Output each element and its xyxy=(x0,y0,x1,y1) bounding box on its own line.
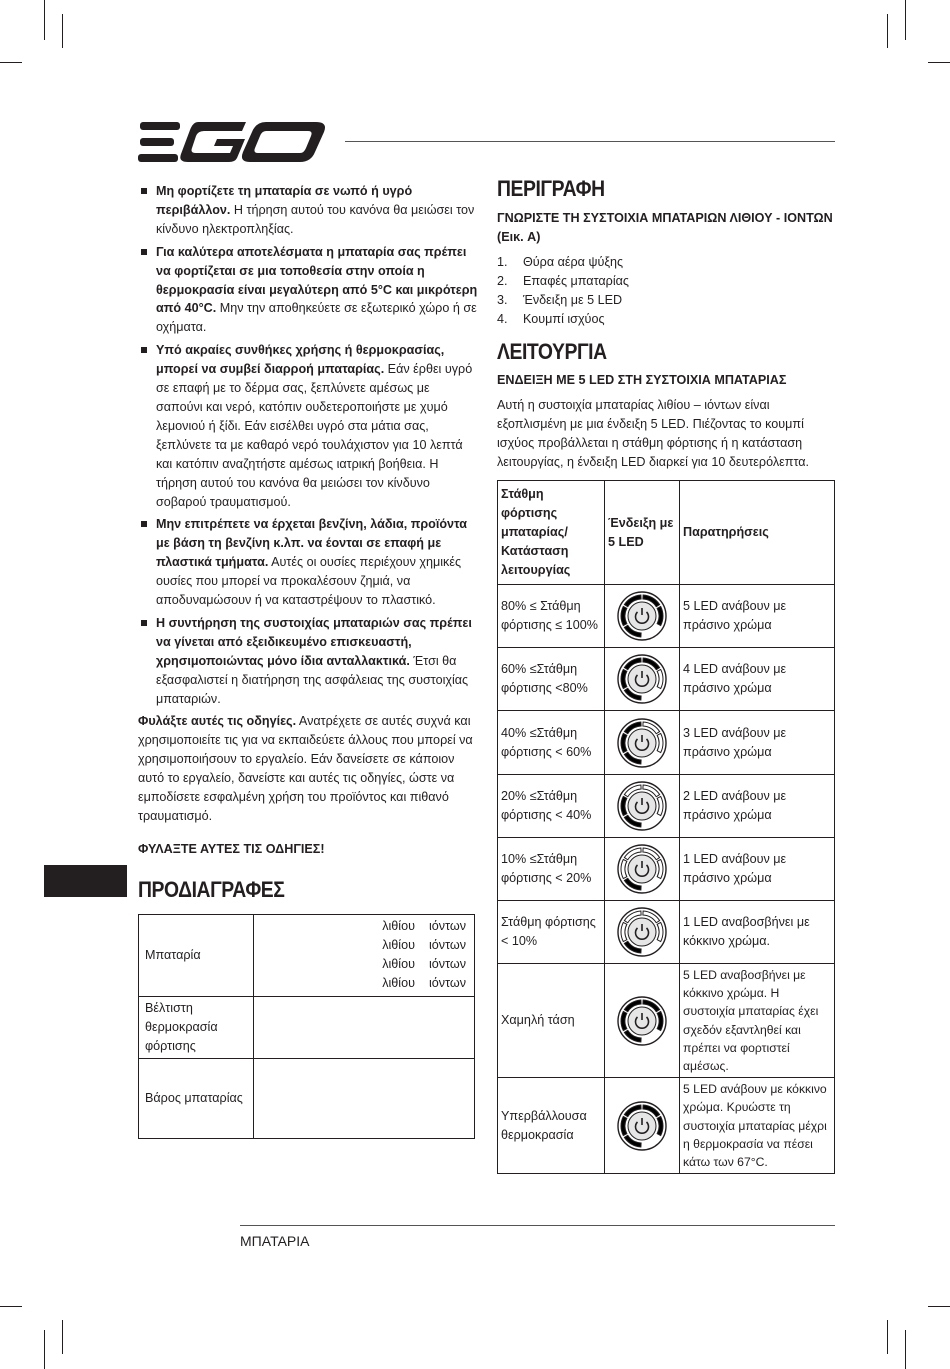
remarks-cell: 4 LED ανάβουν με πράσινο χρώμα xyxy=(680,648,835,711)
spec-value: λιθίου ιόντων xyxy=(382,957,466,972)
charge-level-cell: 20% ≤Στάθμη φόρτισης < 40% xyxy=(498,775,605,838)
battery-led-icon xyxy=(616,717,668,769)
safety-bullet xyxy=(138,341,478,511)
led-status-table xyxy=(497,480,835,1174)
battery-led-icon xyxy=(616,995,668,1047)
bullet-bold: Μη φορτίζετε τη μπαταρία σε νωπό ή υγρό περιβάλλον. xyxy=(156,184,413,217)
battery-led-icon xyxy=(616,1100,668,1152)
bullet-text: Έτσι θα εξασφαλιστεί η διατήρηση της ασφάλειας της συστοιχίας μπαταριών. xyxy=(156,653,469,706)
crop-mark xyxy=(887,1320,888,1354)
battery-led-icon xyxy=(616,590,668,642)
battery-led-icon xyxy=(616,780,668,832)
part-label: Επαφές μπαταρίας xyxy=(523,273,629,288)
header-remarks: Παρατηρήσεις xyxy=(680,481,835,585)
spec-row xyxy=(139,1058,475,1138)
ego-logo xyxy=(138,120,328,164)
led-status-row xyxy=(498,838,835,901)
crop-mark xyxy=(44,0,45,40)
led-indicator-cell xyxy=(605,775,680,838)
specs-title: ΠΡΟΔΙΑΓΡΑΦΕΣ xyxy=(138,876,285,902)
crop-mark xyxy=(887,14,888,48)
safety-bullet xyxy=(138,614,478,709)
led-status-row xyxy=(498,1078,835,1174)
left-column xyxy=(138,182,478,1139)
led-status-row xyxy=(498,964,835,1078)
charge-level-cell: 40% ≤Στάθμη φόρτισης < 60% xyxy=(498,711,605,775)
charge-level-cell: Στάθμη φόρτισης < 10% xyxy=(498,901,605,964)
part-label: Θύρα αέρα ψύξης xyxy=(523,254,624,269)
spec-row xyxy=(139,996,475,1058)
spec-row xyxy=(139,914,475,996)
footer-rule xyxy=(240,1225,835,1226)
crop-mark xyxy=(928,62,950,63)
led-intro-paragraph: Αυτή η συστοιχία μπαταρίας λιθίου – ιόντων είναι εξοπλισμένη με μια ένδειξη 5 LED. Πιέζοντας το κουμπί ισχύος προβάλλεται η στάθμη φόρτισης ή η κατάσταση λειτουργίας, η ένδειξη LED διαρκεί για 10 δευτερόλεπτα. xyxy=(497,398,810,470)
spec-label: Βέλτιστη θερμοκρασία φόρτισης xyxy=(139,996,254,1058)
part-item xyxy=(497,272,837,291)
part-label: Ένδειξη με 5 LED xyxy=(523,292,623,307)
safety-bullet xyxy=(138,182,478,239)
bullet-text: Η τήρηση αυτού του κανόνα θα μειώσει τον κίνδυνο ηλεκτροπληξίας. xyxy=(156,202,475,236)
save-instructions-text: Ανατρέχετε σε αυτές συχνά και χρησιμοποιείτε τις για να εκπαιδεύετε άλλους που μπορεί να χρησιμοποιήσουν το εργαλείο. Εάν δανείσετε σε κάποιον αυτό το εργαλείο, δανείστε και αυτές τις οδηγίες, ώστε να εμποδίσετε εσφαλμένη χρήση του προϊόντος και πιθανό τραυματισμό. xyxy=(138,714,473,823)
remarks-cell: 1 LED ανάβουν με πράσινο χρώμα xyxy=(680,838,835,901)
parts-list xyxy=(497,253,837,329)
specs-table xyxy=(138,914,475,1139)
battery-led-icon xyxy=(616,906,668,958)
crop-mark xyxy=(0,1306,22,1307)
led-indicator-cell xyxy=(605,648,680,711)
led-indicator-title: ΕΝΔΕΙΞΗ ΜΕ 5 LED ΣΤΗ ΣΥΣΤΟΙΧΙΑ ΜΠΑΤΑΡΙΑΣ xyxy=(497,373,787,388)
led-status-row xyxy=(498,901,835,964)
right-column xyxy=(497,176,837,1174)
part-number: 3. xyxy=(497,292,508,307)
spec-value: λιθίου ιόντων xyxy=(382,919,466,934)
part-item xyxy=(497,310,837,329)
led-indicator-cell xyxy=(605,901,680,964)
remarks-cell: 3 LED ανάβουν με πράσινο χρώμα xyxy=(680,711,835,775)
description-title: ΠΕΡΙΓΡΑΦΗ xyxy=(497,176,605,201)
bullet-bold: Μην επιτρέπετε να έρχεται βενζίνη, λάδια, προϊόντα με βάση τη βενζίνη κ.λπ. να έονται σε επαφή με πλαστικά τμήματα. xyxy=(156,517,468,570)
charge-level-cell: Υπερβάλλουσα θερμοκρασία xyxy=(498,1078,605,1174)
remarks-cell: 1 LED αναβοσβήνει με κόκκινο χρώμα. xyxy=(680,901,835,964)
header-rule xyxy=(345,141,835,142)
bullet-text: Αυτές οι ουσίες περιέχουν χημικές ουσίες που μπορεί να προκαλέσουν ζημιά, να αποδυναμώσουν ή να καταστρέψουν το πλαστικό. xyxy=(156,555,462,608)
safety-bullet xyxy=(138,515,478,610)
bullet-text: Μην την αποθηκεύετε σε εξωτερικό χώρο ή σε οχήματα. xyxy=(156,301,477,335)
spec-label: Βάρος μπαταρίας xyxy=(139,1058,254,1138)
keep-instructions-heading: ΦΥΛΑΞΤΕ ΑΥΤΕΣ ΤΙΣ ΟΔΗΓΙΕΣ! xyxy=(138,841,325,856)
charge-level-cell: 80% ≤ Στάθμη φόρτισης ≤ 100% xyxy=(498,585,605,648)
crop-mark xyxy=(905,1330,906,1369)
battery-led-icon xyxy=(616,653,668,705)
part-number: 4. xyxy=(497,311,508,326)
led-status-row xyxy=(498,775,835,838)
crop-mark xyxy=(44,1330,45,1369)
save-instructions-paragraph xyxy=(138,712,478,825)
crop-mark xyxy=(0,62,22,63)
led-indicator-cell xyxy=(605,1078,680,1174)
bullet-bold: Υπό ακραίες συνθήκες χρήσης ή θερμοκρασίας, μπορεί να συμβεί διαρροή μπαταρίας. xyxy=(156,343,445,377)
bullet-text: Εάν έρθει υγρό σε επαφή με το δέρμα σας, ξεπλύνετε αμέσως με σαπούνι και νερό, κατόπιν ουδετεροποιήστε με χυμό λεμονιού ή ξίδι. Εάν εισέλθει υγρό στα μάτια σας, ξεπλύνετε τα με καθαρό νερό τουλάχιστον για 10 λεπτά και κατόπιν αναζητήστε αμέσως ιατρική βοήθεια. Η τήρηση αυτού του κανόνα θα μειώσει τον κίνδυνο σοβαρού τραυματισμού. xyxy=(156,362,473,509)
bullet-bold: Για καλύτερα αποτελέσματα η μπαταρία σας πρέπει να φορτίζεται σε μια τοποθεσία στην οποία η θερμοκρασία είναι μεγαλύτερη από 5°C και μικρότερη από 40°C. xyxy=(156,244,478,316)
bullet-bold: Η συντήρηση της συστοιχίας μπαταριών σας πρέπει να γίνεται από εξειδικευμένο επισκευαστή, χρησιμοποιώντας μόνο ίδια ανταλλακτικά. xyxy=(156,615,472,668)
led-status-row xyxy=(498,648,835,711)
header-led-indicator: Ένδειξη με 5 LED xyxy=(605,481,680,585)
led-indicator-cell xyxy=(605,585,680,648)
remarks-cell: 5 LED αναβοσβήνει με κόκκινο χρώμα. Η συστοιχία μπαταρίας έχει σχεδόν εξαντληθεί και πρέπει να φορτιστεί αμέσως. xyxy=(680,964,835,1078)
spec-value: λιθίου ιόντων xyxy=(382,976,466,991)
battery-led-icon xyxy=(616,843,668,895)
part-number: 1. xyxy=(497,254,508,269)
crop-mark xyxy=(62,14,63,48)
led-status-row xyxy=(498,585,835,648)
safety-bullet xyxy=(138,243,478,338)
remarks-cell: 5 LED ανάβουν με πράσινο χρώμα xyxy=(680,585,835,648)
part-item xyxy=(497,291,837,310)
safety-bullets xyxy=(138,182,478,708)
charge-level-cell: 60% ≤Στάθμη φόρτισης <80% xyxy=(498,648,605,711)
charge-level-cell: 10% ≤Στάθμη φόρτισης < 20% xyxy=(498,838,605,901)
part-label: Κουμπί ισχύος xyxy=(523,311,605,326)
operation-title: ΛΕΙΤΟΥΡΓΙΑ xyxy=(497,338,607,364)
crop-mark xyxy=(62,1320,63,1354)
footer-section-label: ΜΠΑΤΑΡΙΑ xyxy=(240,1233,310,1249)
spec-label: Μπαταρία xyxy=(139,914,254,996)
spec-value-cell xyxy=(254,996,475,1058)
spec-value: λιθίου ιόντων xyxy=(382,938,466,953)
remarks-cell: 2 LED ανάβουν με πράσινο χρώμα xyxy=(680,775,835,838)
crop-mark xyxy=(905,0,906,40)
section-tab-marker xyxy=(44,865,127,897)
led-status-row xyxy=(498,711,835,775)
remarks-cell: 5 LED ανάβουν με κόκκινο χρώμα. Κρυώστε τη συστοιχία μπαταρίας μέχρι η θερμοκρασία να πέσει κάτω των 67°C. xyxy=(680,1078,835,1174)
led-indicator-cell xyxy=(605,964,680,1078)
part-number: 2. xyxy=(497,273,508,288)
spec-value-cell xyxy=(254,914,475,996)
part-item xyxy=(497,253,837,272)
led-indicator-cell xyxy=(605,711,680,775)
know-battery-title: ΓΝΩΡΙΣΤΕ ΤΗ ΣΥΣΤΟΙΧΙΑ ΜΠΑΤΑΡΙΩΝ ΛΙΘΙΟΥ - ΙΟΝΤΩΝ (Εικ. A) xyxy=(497,210,833,244)
save-instructions-bold: Φυλάξτε αυτές τις οδηγίες. xyxy=(138,714,297,729)
header-charge-level: Στάθμη φόρτισης μπαταρίας/ Κατάσταση λειτουργίας xyxy=(498,481,605,585)
charge-level-cell: Χαμηλή τάση xyxy=(498,964,605,1078)
crop-mark xyxy=(928,1306,950,1307)
spec-value-cell xyxy=(254,1058,475,1138)
led-indicator-cell xyxy=(605,838,680,901)
